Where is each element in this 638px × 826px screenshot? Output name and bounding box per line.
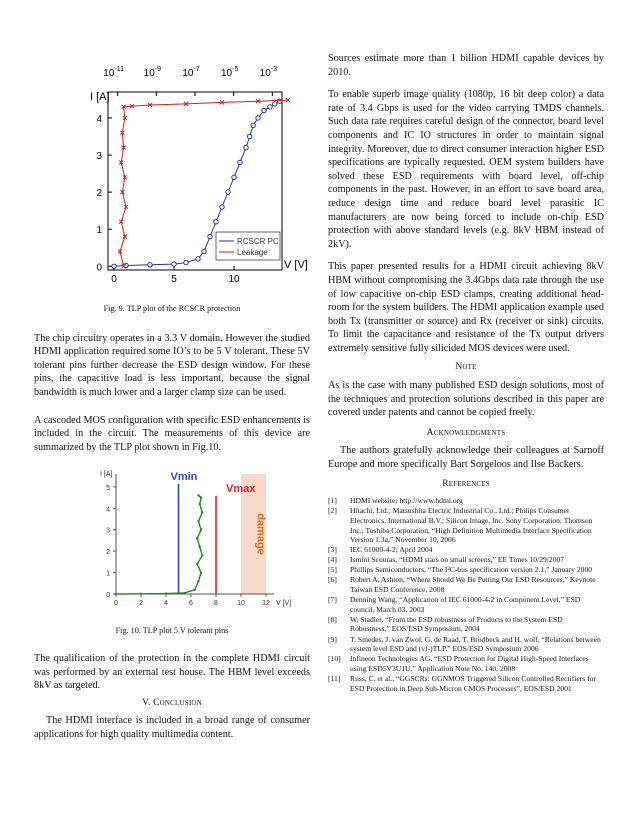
reference-text: T. Smedes, J. van Zwol, G. de Raad, T. Brodbeck and H. wolf, “Relations between system level ESD and (vf-)TLP,” EOS/ESD Symposium 2006 <box>350 634 601 654</box>
data-point <box>184 592 186 594</box>
note-heading: Note <box>455 362 477 373</box>
legend-label: RCSCR PC <box>237 237 279 246</box>
x-tick-label: 4 <box>164 600 168 608</box>
reference-text: Hitachi, Ltd.; Matsushita Electric Industrial Co., Ltd.; Philips Consumer Electronics, International B.V.; Silicon Image, Inc. Sony Corporation; Thomson Inc.; Toshiba Corporation, “High Definition Multimedia Interface Specification Version 1.3a,” November 10, 2006 <box>350 506 593 545</box>
data-point <box>194 589 196 591</box>
x-axis-label: V [V] <box>284 259 308 271</box>
data-point <box>214 220 218 224</box>
reference-number: [2] <box>328 506 337 516</box>
references-list <box>328 496 604 693</box>
data-point <box>199 546 201 548</box>
data-point <box>197 495 199 497</box>
top-tick-label: $10^{-3}$ <box>259 66 278 79</box>
data-point <box>165 593 167 595</box>
reference-text: Infineon Technologies AG, “ESD Protection for Digital High-Speed Interfaces using ESD5V3U1U,” Application Note No. 140, 2008 <box>350 654 589 673</box>
y-axis-label: I [A] <box>100 471 113 479</box>
reference-item <box>328 635 604 654</box>
data-point <box>197 520 199 522</box>
reference-item <box>328 654 604 673</box>
x-tick-label: 2 <box>139 600 143 608</box>
data-point <box>200 572 202 574</box>
reference-item <box>328 545 604 555</box>
fig9-caption: Fig. 9. TLP plot of the RCSCR protection <box>103 304 241 313</box>
y-tick-label: 3 <box>96 151 102 163</box>
note-paragraph: As is the case with many published ESD design solutions, most of the techniques and protection solutions described in this paper are covered under patents and cannot be copied freely. <box>328 380 604 419</box>
references-heading: References <box>442 478 490 489</box>
data-point <box>202 249 206 253</box>
data-point <box>232 175 236 179</box>
acknowledgments-paragraph: The authors gratefully acknowledge their colleagues at Sarnoff Europe and more specifically Bart Sorgeloos and Ilse Backers. <box>328 445 604 471</box>
y-tick-label: 4 <box>96 113 102 125</box>
reference-text: Russ, C. et al., “GGSCRs: GGNMOS Triggered Silicon Controlled Rectifiers for ESD Protection in Deep Sub-Micron CMOS Processes”, EOS/ESD 2001 <box>350 673 596 693</box>
data-point <box>256 116 260 120</box>
reference-item <box>328 506 604 544</box>
x-tick-label: 10 <box>237 600 245 608</box>
reference-number: [7] <box>328 595 337 605</box>
reference-item <box>328 555 604 565</box>
damage-label: damage <box>254 513 267 556</box>
data-point <box>196 563 198 565</box>
reference-item <box>328 674 604 693</box>
left-paragraph-4: The HDMI interface is included in a broad range of consumer applications for high quality multimedia content. <box>34 715 310 740</box>
data-point <box>115 593 117 595</box>
left-paragraph-2: A cascoded MOS configuration with specific ESD enhancements is included in the circuit. The measurements of this device are summarized by the TLP plot shown in Fig.10. <box>34 414 310 453</box>
data-point <box>112 264 116 268</box>
reference-number: [1] <box>328 496 337 506</box>
reference-item <box>328 575 604 594</box>
y-tick-label: 2 <box>106 549 110 557</box>
data-point <box>226 190 230 194</box>
data-point <box>199 503 201 505</box>
top-tick-label: $10^{-11}$ <box>103 66 125 79</box>
data-point <box>262 108 266 112</box>
data-point <box>148 263 152 267</box>
vmax-label: Vmax <box>226 483 256 496</box>
y-tick-label: 4 <box>106 506 110 514</box>
reference-text: Robert A. Ashton, “Where Should We Be Putting Our ESD Resources,” Keynote Taiwan ESD Conference, 2008 <box>350 575 596 595</box>
right-column <box>328 52 604 694</box>
data-point <box>268 105 272 109</box>
x-tick-label: 8 <box>214 600 218 608</box>
fig9-chart <box>34 52 310 300</box>
data-point <box>197 580 199 582</box>
data-point <box>251 123 255 127</box>
data-point <box>220 205 224 209</box>
data-point <box>140 593 142 595</box>
data-point <box>201 512 203 514</box>
data-point <box>208 234 212 238</box>
data-point <box>184 260 188 264</box>
reference-text: Ismini Scouras, “HDMI stars on small screens,” EE Times 10/29/2007 <box>350 555 565 565</box>
reference-number: [9] <box>328 634 337 644</box>
top-tick-label: $10^{-5}$ <box>220 66 239 79</box>
reference-number: [3] <box>328 545 337 555</box>
reference-number: [10] <box>328 654 341 664</box>
y-axis-label: I [A] <box>90 91 110 103</box>
x-tick-label: 0 <box>111 274 117 285</box>
top-tick-label: $10^{-9}$ <box>143 66 162 79</box>
reference-text: W. Stadler, “From the ESD robustness of Products to the System ESD Robustness,” EOS/ESD Symposium, 2004 <box>350 614 563 634</box>
tlp-curve <box>116 496 202 595</box>
y-tick-label: 0 <box>96 262 102 274</box>
left-paragraph-3: The qualification of the protection in the complete HDMI circuit was performed by an external test house. The HBM level exceeds 8kV as targeted. <box>34 652 310 692</box>
reference-number: [8] <box>328 614 337 624</box>
reference-number: [4] <box>328 555 337 565</box>
left-paragraph-1: The chip circuitry operates in a 3.3 V domain. However the studied HDMI application required some IO’s to be 5 V tolerant. These 5V tolerant pins further decrease the ESD design window. For these pins, the capacitive load is less important, because the signal bandwidth is much lower and a larger clamp size can be used. <box>34 332 310 398</box>
left-column <box>34 52 310 742</box>
legend-label: Leakage <box>237 248 268 257</box>
data-point <box>200 529 202 531</box>
conclusion-heading: V. Conclusion <box>142 697 202 708</box>
data-point <box>172 262 176 266</box>
y-tick-label: 2 <box>96 188 102 200</box>
reference-text: HDMI website; http://www.hdmi.org <box>350 496 463 506</box>
data-point <box>200 497 202 499</box>
right-paragraph-3: This paper presented results for a HDMI circuit achieving 8kV HBM without compromising the 3.4Gbps data rate through the use of low capacitive on-chip ESD clamps, creating additional head-room for the system builders. The HDMI application example used both Tx (transmitter or source) and Rx (receiver or sink) circuits. To limit the capacitance and resistance of the Tx output drivers extremely sensitive fully silicided MOS devices were used. <box>328 261 604 354</box>
vmin-label: Vmin <box>170 471 198 484</box>
reference-item <box>328 615 604 634</box>
y-tick-label: 1 <box>96 225 102 237</box>
reference-item <box>328 595 604 614</box>
x-tick-label: 6 <box>189 600 193 608</box>
data-point <box>201 555 203 557</box>
right-paragraph-1: Sources estimate more than 1 billion HDMI capable devices by 2010. <box>328 53 604 78</box>
x-axis-label: V [V] <box>276 600 292 608</box>
reference-text: IEC 61000-4-2; April 2004 <box>350 545 433 555</box>
top-tick-label: $10^{-7}$ <box>182 66 200 79</box>
acknowledgments-heading: Acknowledgments <box>426 427 506 438</box>
y-tick-label: 1 <box>106 570 110 578</box>
fig10-chart <box>34 462 310 612</box>
y-tick-label: 3 <box>106 528 110 536</box>
data-point <box>238 160 242 164</box>
fig10-caption: Fig. 10. TLP plot 5 V tolerant pins <box>115 626 229 636</box>
reference-item <box>328 496 604 506</box>
reference-text: Denning Wang, “Application of IEC 61000-4-2 in Component Level,” ESD council, March 03, 2003 <box>350 595 581 614</box>
data-point <box>196 537 198 539</box>
data-point <box>244 145 248 149</box>
x-tick-label: 10 <box>228 274 240 285</box>
x-tick-label: 5 <box>171 274 177 285</box>
y-tick-label: 5 <box>106 485 110 493</box>
data-point <box>273 102 277 106</box>
reference-text: Phillips Semiconductors, “The I²C-bus specification version 2.1,” January 2000 <box>350 565 593 575</box>
reference-number: [5] <box>328 565 337 575</box>
y-tick-label: 0 <box>106 592 110 600</box>
data-point <box>196 257 200 261</box>
right-paragraph-2: To enable superb image quality (1080p, 16 bit deep color) a data rate of 3.4 Gbps is used for the video carrying TMDS channels. Such data rate requires careful design of the connector, board level components and IC IO structures in order to maintain signal integrity. Moreover, due to direct consumer interaction higher ESD specifications are typically requested. OEM system builders have solved these ESD requirements with board level, off-chip components in the past. However, in an effort to save board area, reduce design time and reduce board level parasitic IC manufacturers are now being forced to include on-chip ESD protection with above standard levels (e.g. 8kV HBM instead of 2kV). <box>328 89 604 250</box>
reference-number: [11] <box>328 673 341 683</box>
reference-item <box>328 565 604 575</box>
x-tick-label: 0 <box>114 600 118 608</box>
x-tick-label: 12 <box>262 600 270 608</box>
reference-number: [6] <box>328 575 337 585</box>
data-point <box>277 99 281 103</box>
data-point <box>247 134 251 138</box>
